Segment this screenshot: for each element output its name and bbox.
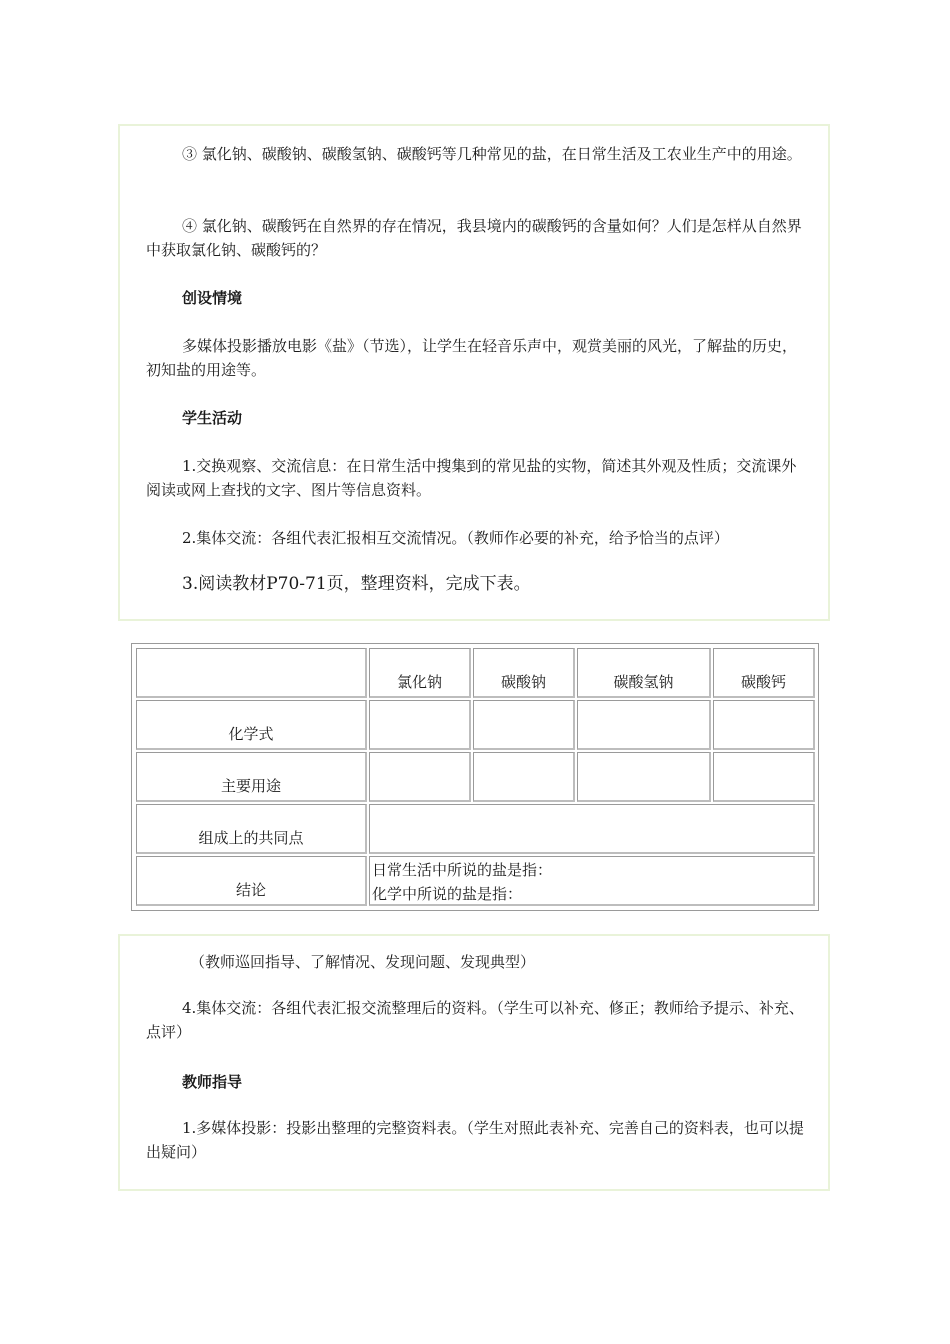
paragraph-natural-occurrence: ④ 氯化钠、碳酸钙在自然界的存在情况，我县境内的碳酸钙的含量如何？人们是怎样从自然界中获取氯化钠、碳酸钙的？ xyxy=(146,217,802,259)
table-cell-empty xyxy=(369,700,471,750)
paragraph-uses-of-salts: ③ 氯化钠、碳酸钠、碳酸氢钠、碳酸钙等几种常见的盐，在日常生活及工农业生产中的用途。 xyxy=(182,145,802,163)
conclusion-everyday-salt: 日常生活中所说的盐是指： xyxy=(372,861,553,879)
paragraph-activity-1: 1.交换观察、交流信息：在日常生活中搜集到的常见盐的实物，简述其外观及性质；交流课外阅读或网上查找的文字、图片等信息资料。 xyxy=(146,457,797,499)
table-row-label: 结论 xyxy=(136,856,367,906)
table-row-label: 主要用途 xyxy=(136,752,367,802)
paragraph-activity-2: 2.集体交流：各组代表汇报相互交流情况。（教师作必要的补充，给予恰当的点评） xyxy=(182,529,729,547)
table-header-cell: 碳酸氢钠 xyxy=(577,648,711,698)
table-cell-empty xyxy=(473,700,575,750)
table-cell-empty xyxy=(713,700,815,750)
table-cell-empty xyxy=(473,752,575,802)
table-cell-empty xyxy=(713,752,815,802)
paragraph-activity-3: 3.阅读教材P70-71页，整理资料，完成下表。 xyxy=(182,574,531,594)
table-header-cell: 氯化钠 xyxy=(369,648,471,698)
salt-comparison-table xyxy=(131,643,819,911)
table-header-cell: 碳酸钙 xyxy=(713,648,815,698)
conclusion-chemistry-salt: 化学中所说的盐是指： xyxy=(372,885,523,903)
table-cell-empty xyxy=(577,752,711,802)
table-header-cell: 碳酸钠 xyxy=(473,648,575,698)
paragraph-activity-4: 4.集体交流：各组代表汇报交流整理后的资料。（学生可以补充、修正；教师给予提示、补充、点评） xyxy=(146,999,804,1041)
heading-student-activity: 学生活动 xyxy=(182,409,243,427)
table-cell-empty xyxy=(369,804,815,854)
lesson-section-1 xyxy=(118,124,830,621)
paragraph-teacher-guidance-note: （教师巡回指导、了解情况、发现问题、发现典型） xyxy=(190,953,536,971)
table-conclusion-cell xyxy=(369,856,815,906)
table-cell-empty xyxy=(577,700,711,750)
paragraph-multimedia-film: 多媒体投影播放电影《盐》（节选），让学生在轻音乐声中，观赏美丽的风光，了解盐的历史，初知盐的用途等。 xyxy=(146,337,798,379)
table-cell-empty xyxy=(369,752,471,802)
table-row-label: 组成上的共同点 xyxy=(136,804,367,854)
paragraph-guidance-1: 1.多媒体投影：投影出整理的完整资料表。（学生对照此表补充、完善自己的资料表，也可以提出疑问） xyxy=(146,1119,804,1161)
lesson-section-2 xyxy=(118,934,830,1191)
table-header-cell xyxy=(136,648,367,698)
heading-teacher-guidance: 教师指导 xyxy=(182,1073,243,1091)
table-row-label: 化学式 xyxy=(136,700,367,750)
heading-create-scenario: 创设情境 xyxy=(182,289,243,307)
